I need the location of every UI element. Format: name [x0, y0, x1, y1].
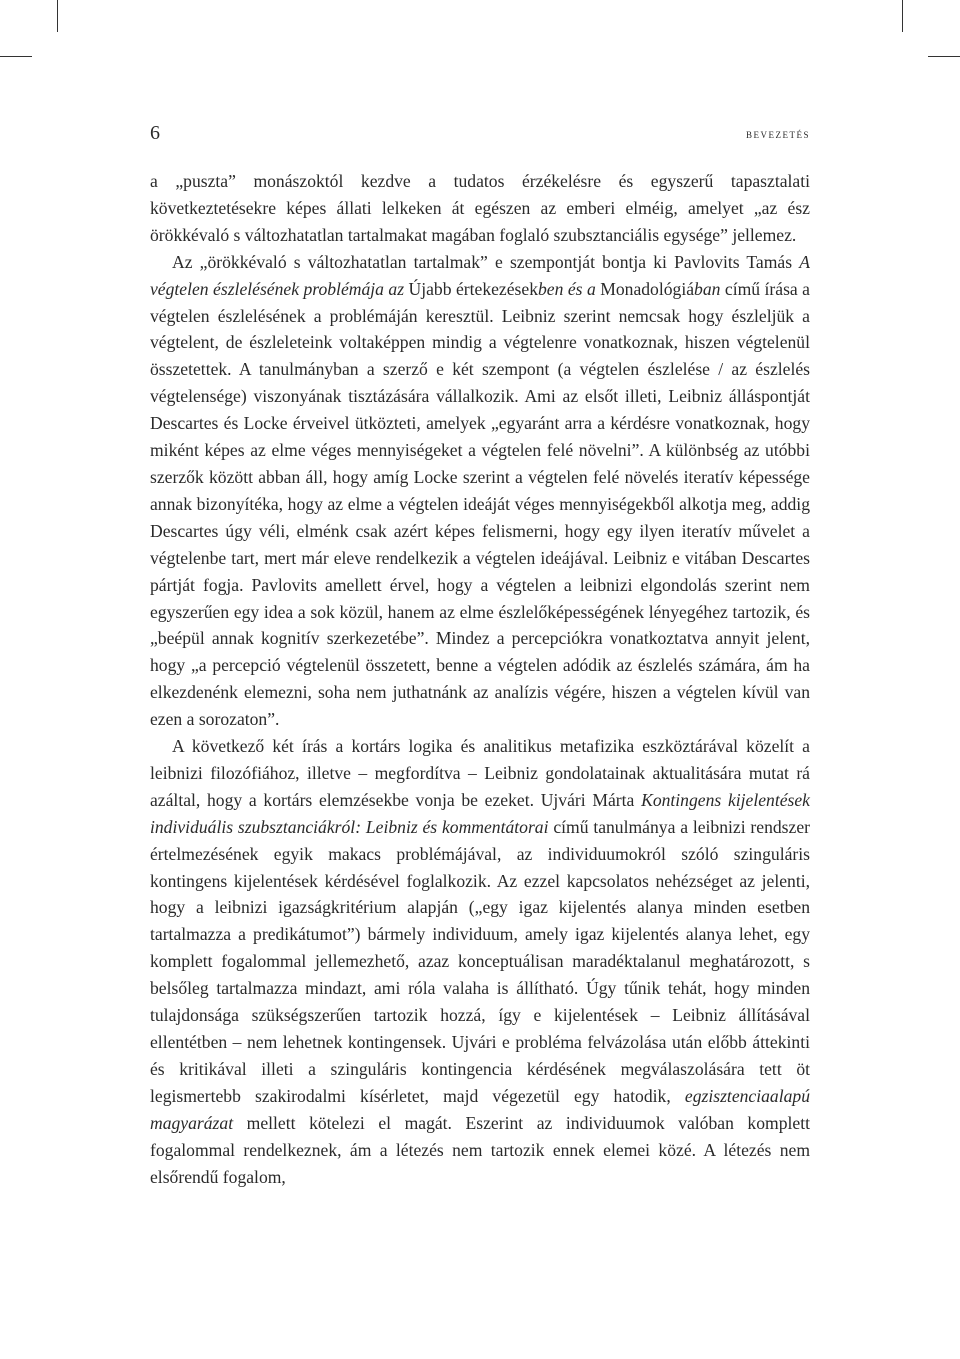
text-run: Újabb értekezések: [404, 278, 538, 299]
italic-text: Kontingens kijelentések individuális szubsztanciákról: Leibniz és kommentátorai: [150, 789, 810, 837]
paragraph: [150, 168, 810, 249]
italic-text: ban: [694, 278, 721, 299]
text-run: a „puszta” monászoktól kezdve a tudatos érzékelésre és egyszerű tapasztalati következtetésekre képes állati lelkeken át egészen az emberi elméig, amelyet „az ész örökkévaló s változhatatlan tartalmakat magában foglaló szubsztanciális egysége” jellemez.: [150, 171, 810, 245]
text-run: című írása a végtelen észlelésének a problémáján keresztül. Leibniz szerint nemcsak hogy észleljük a végtelent, de észleleteink voltaképpen mindig a végtelenre vonatkoznak, hiszen végtelenül összetettek. A tanulmányban a szerző e két szempont (a végtelen észlelése / az észlelés végtelensége) viszonyának tisztázására vállalkozik. Ami az elsőt illeti, Leibniz álláspontját Descartes és Locke érveivel ütközteti, amelyek „egyaránt arra a kérdésre vonatkoznak, hogy miként képes az elme véges mennyiségeket a végtelen felé növelni”. A különbség az utóbbi szerzők között abban áll, hogy amíg Locke szerint a végtelen felé növelés iteratív képessége annak bizonyítéka, hogy az elme a végtelen ideáját véges mennyiségekből alkotja meg, addig Descartes úgy véli, elménk csak azért képes felismerni, hogy egy ilyen iteratív művelet a végtelenbe tart, mert már eleve rendelkezik a végtelen ideájával. Leibniz e vitában Descartes pártját fogja. Pavlovits amellett érvel, hogy a végtelen a leibnizi elgondolás szerint nem egyszerűen egy idea a sok közül, hanem az elme észlelőképességének lényegéhez tartozik, és „beépül annak kognitív szerkezetébe”. Mindez a percepciókra vonatkoztatva annyit jelent, hogy „a percepció végtelenül összetett, benne a végtelen adódik az észlelés számára, ám ha elkezdenénk elemezni, soha nem juthatnánk az analízis végére, hiszen a végtelen kívül van ezen a sorozaton”.: [150, 278, 810, 730]
italic-text: A végtelen észlelésének problémája az: [150, 251, 810, 299]
paragraph: [150, 733, 810, 1190]
text-run: Az „örökkévaló s változhatatlan tartalmak” e szempontját bontja ki Pavlovits Tamás: [172, 251, 800, 272]
crop-mark-top-right: [902, 0, 903, 32]
text-run: A következő két írás a kortárs logika és analitikus metafizika eszköztárával közelít a leibnizi filozófiához, illetve – megfordítva – Leibniz gondolatainak aktualitására mutat rá azáltal, hogy a kortárs elemzésekbe vonja be ezeket. Ujvári Márta: [150, 736, 810, 810]
text-run: Monadológiá: [595, 278, 695, 299]
page-header: [150, 122, 810, 150]
page-number: 6: [150, 122, 161, 144]
italic-text: ben és a: [538, 278, 596, 299]
crop-mark-right-top: [928, 56, 960, 57]
running-head: bevezetés: [746, 126, 810, 141]
crop-mark-left-top: [0, 56, 32, 57]
text-run: mellett kötelezi el magát. Eszerint az individuumok valóban komplett fogalommal rendelkeznek, ám a létezés nem tartozik ennek elemei közé. A létezés nem elsőrendű fogalom,: [150, 1112, 810, 1187]
body-text: [150, 168, 810, 1190]
crop-mark-top-left: [57, 0, 58, 32]
paragraph: [150, 249, 810, 733]
italic-text: egzisztenciaalapú magyarázat: [150, 1085, 810, 1133]
text-run: című tanulmánya a leibnizi rendszer értelmezésének egyik makacs problémájával, az individuumokról szóló szinguláris kontingens kijelentések kérdésével foglalkozik. Az ezzel kapcsolatos nehézséget az jelenti, hogy a leibnizi igazságkritérium alapján („egy igaz kijelentés alanya minden esetben tartalmazza a predikátumot”) bármely individuum, amely igaz kijelentés alanya lehet, egy komplett fogalommal jellemezhető, azaz konceptuálisan maradéktalanul meghatározott, s belsőleg tartalmazza mindazt, ami róla valaha is állítható. Úgy tűnik tehát, hogy minden tulajdonsága szükségszerűen tartozik hozzá, így e kijelentések – Leibniz állításával ellentétben – nem lehetnek kontingensek. Ujvári e probléma felvázolása után előbb áttekinti és kritikával illeti a szinguláris kontingencia kérdésének megválaszolására tett öt legismertebb szakirodalmi kísérletet, majd végezetül egy hatodik,: [150, 816, 810, 1106]
